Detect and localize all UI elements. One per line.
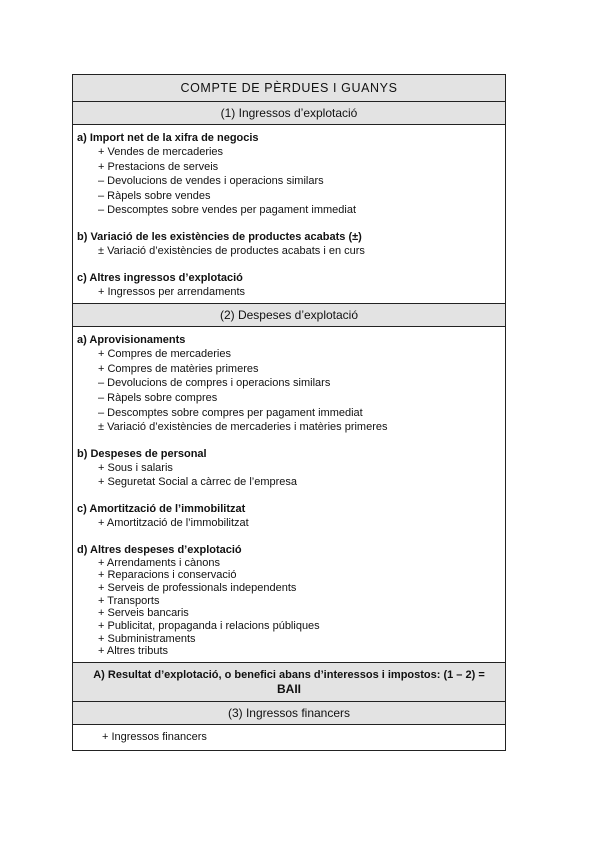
line-item: + Compres de matèries primeres — [98, 362, 259, 375]
line-item: + Serveis bancaris — [98, 607, 189, 620]
line-item: ± Variació d’existències de mercaderies i matèries primeres — [98, 421, 388, 434]
section-header: (1) Ingressos d’explotació — [73, 102, 505, 125]
group-net-turnover — [77, 131, 501, 218]
line-item: – Devolucions de compres i operacions similars — [98, 377, 331, 390]
section-body — [73, 125, 505, 304]
line-item: – Ràpels sobre vendes — [98, 189, 211, 202]
line-item: + Subministraments — [98, 632, 196, 645]
line-item: + Altres tributs — [98, 645, 169, 658]
line-item: + Serveis de professionals independents — [98, 581, 297, 594]
line-item: + Arrendaments i cànons — [98, 556, 220, 569]
group-other-operating-income — [77, 271, 501, 300]
group-heading: c) Amortització de l’immobilitzat — [77, 502, 246, 515]
line-item: – Descomptes sobre compres per pagament immediat — [98, 406, 363, 419]
result-label: BAII — [277, 682, 301, 697]
line-item: + Transports — [98, 594, 160, 607]
group-heading: a) Import net de la xifra de negocis — [77, 132, 259, 144]
line-item: + Amortització de l’immobilitzat — [98, 516, 249, 529]
line-item: ± Variació d’existències de productes acabats i en curs — [98, 244, 365, 257]
line-item: + Prestacions de serveis — [98, 160, 219, 173]
section-financial-income — [73, 702, 505, 750]
line-item: + Sous i salaris — [98, 461, 173, 474]
line-item: + Publicitat, propaganda i relacions públiques — [98, 620, 320, 633]
group-personnel-expenses — [77, 447, 501, 490]
line-item: + Compres de mercaderies — [98, 348, 231, 361]
income-statement-table — [72, 74, 506, 751]
line-item: + Ingressos financers — [102, 731, 207, 744]
section-operating-expenses — [73, 304, 505, 663]
group-heading: b) Despeses de personal — [77, 447, 207, 460]
line-item: + Reparacions i conservació — [98, 569, 237, 582]
section-body — [73, 327, 505, 663]
section-operating-income — [73, 102, 505, 304]
group-heading: d) Altres despeses d’explotació — [77, 543, 242, 556]
group-supplies — [77, 333, 501, 435]
section-header: (2) Despeses d’explotació — [73, 304, 505, 327]
line-item: – Ràpels sobre compres — [98, 391, 218, 404]
group-inventory-variation — [77, 230, 501, 259]
group-heading: a) Aprovisionaments — [77, 334, 186, 347]
line-item: – Devolucions de vendes i operacions similars — [98, 175, 324, 188]
group-other-operating-expenses — [77, 543, 501, 659]
group-heading: c) Altres ingressos d’explotació — [77, 271, 243, 284]
line-item: + Seguretat Social a càrrec de l’empresa — [98, 476, 298, 489]
section-body — [73, 725, 505, 750]
operating-result-row — [73, 663, 505, 702]
result-formula: A) Resultat d’explotació, o benefici abans d’interessos i impostos: (1 – 2) = — [93, 669, 485, 682]
statement-title: COMPTE DE PÈRDUES I GUANYS — [73, 75, 505, 102]
group-heading: b) Variació de les existències de productes acabats (±) — [77, 230, 362, 243]
group-depreciation — [77, 502, 501, 531]
line-item: + Vendes de mercaderies — [98, 146, 224, 158]
line-item: – Descomptes sobre vendes per pagament immediat — [98, 204, 357, 217]
section-header: (3) Ingressos financers — [73, 702, 505, 725]
line-item: + Ingressos per arrendaments — [98, 285, 246, 298]
